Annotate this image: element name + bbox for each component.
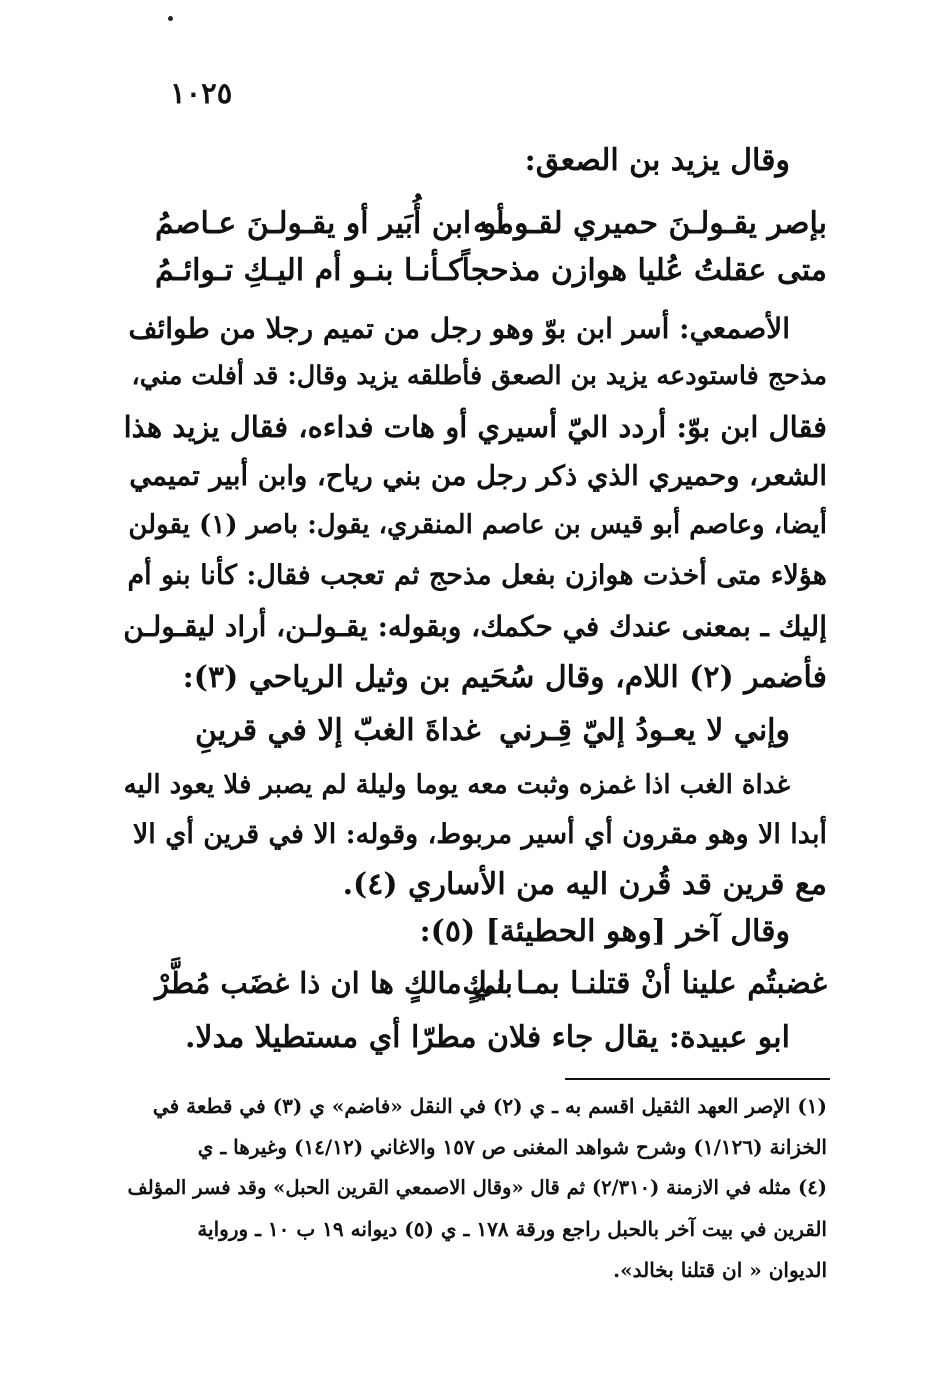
intro-line: وقال يزيد بن الصعق: xyxy=(524,143,790,178)
verse2-hemistich-right: متى عقلتُ عُليا هوازن مذحجاً xyxy=(461,253,827,288)
footnote-line: القرين في بيت آخر بالحبل راجع ورقة ١٧٨ ـ ي (٥) ديوانه ١٩ ب ١٠ ـ ورواية xyxy=(197,1217,827,1241)
page-number: ١٠٢٥ xyxy=(170,76,233,110)
para1-line: فأضمر (٢) اللام، وقال سُحَيم بن وثيل الرياحي (٣): xyxy=(182,660,827,695)
footnote-line: الخزانة (١/١٢٦) وشرح شواهد المغنى ص ١٥٧ والاغاني (١٤/١٢) وغيرها ـ ي xyxy=(197,1135,827,1159)
para1-line: هؤلاء متى أخذت هوازن بفعل مذحج ثم تعجب فقال: كأنا بنو أم xyxy=(127,560,827,591)
para2-line: أبدا الا وهو مقرون أي أسير مربوط، وقوله: الا في قرين أي الا xyxy=(132,819,827,850)
para1-line: مذحج فاستودعه يزيد بن الصعق فأطلقه يزيد وقال: قد أفلت مني، xyxy=(131,361,827,391)
intro2-line: وقال آخر [وهو الحطيئة] (٥): xyxy=(419,914,790,949)
para2-line: مع قرين قد قُرن اليه من الأساري (٤). xyxy=(342,867,827,902)
verse1-hemistich-right: بإصر يقـولـنَ حميري لقـومـه xyxy=(473,206,827,241)
closing-line: ابو عبيدة: يقال جاء فلان مطرّا أي مستطيلا مدلا. xyxy=(184,1020,790,1055)
verse4-hemistich-left: بني مالكٍ ها ان ذا غضَب مُطَّرْ xyxy=(155,966,513,1000)
verse3-hemistich-left: غداةَ الغبّ إلا في قرينِ xyxy=(195,713,481,748)
verse3-hemistich-right: وإني لا يعـودُ إليّ قِـرني xyxy=(498,713,790,748)
verse1-hemistich-left: أو ابن أُبَير أو يقـولـنَ عـاصمُ xyxy=(155,206,505,241)
para1-line: أيضا، وعاصم أبو قيس بن عاصم المنقري، يقول: باصر (١) يقولن xyxy=(128,510,827,540)
para1-line: الشعر، وحميري الذي ذكر رجل من بني رياح، وابن أبير تميمي xyxy=(129,460,827,492)
para1-line: إليك ـ بمعنى عندك في حكمك، وبقوله: يقـولـن، أراد ليقـولـن xyxy=(123,610,827,643)
footnote-rule xyxy=(565,1078,830,1080)
para2-line: غداة الغب اذا غمزه وثبت معه يوما وليلة لم يصبر فلا يعود اليه xyxy=(123,770,790,800)
ink-dot xyxy=(168,16,173,21)
footnote-line: (١) الإصر العهد الثقيل اقسم به ـ ي (٢) في النقل «فاضم» ي (٣) في قطعة في xyxy=(152,1094,827,1118)
footnote-line: (٤) مثله في الازمنة (٢/٣١٠) ثم قال «وقال الاصمعي القرين الحبل» وقد فسر المؤلف xyxy=(127,1176,827,1199)
para1-line: الأصمعي: أسر ابن بوّ وهو رجل من تميم رجلا من طوائف xyxy=(128,312,790,345)
para1-line: فقال ابن بوّ: أردد اليّ أسيري أو هات فداءه، فقال يزيد هذا xyxy=(123,410,827,444)
verse4-hemistich-right: غضبتُم علينا أنْ قتلنـا بمـا لـكٍ xyxy=(462,966,827,1001)
footnote-line: الديوان « ان قتلنا بخالد». xyxy=(613,1258,827,1282)
verse2-hemistich-left: كـأنـا بنـو أم اليـكِ تـوائـمُ xyxy=(155,253,463,288)
